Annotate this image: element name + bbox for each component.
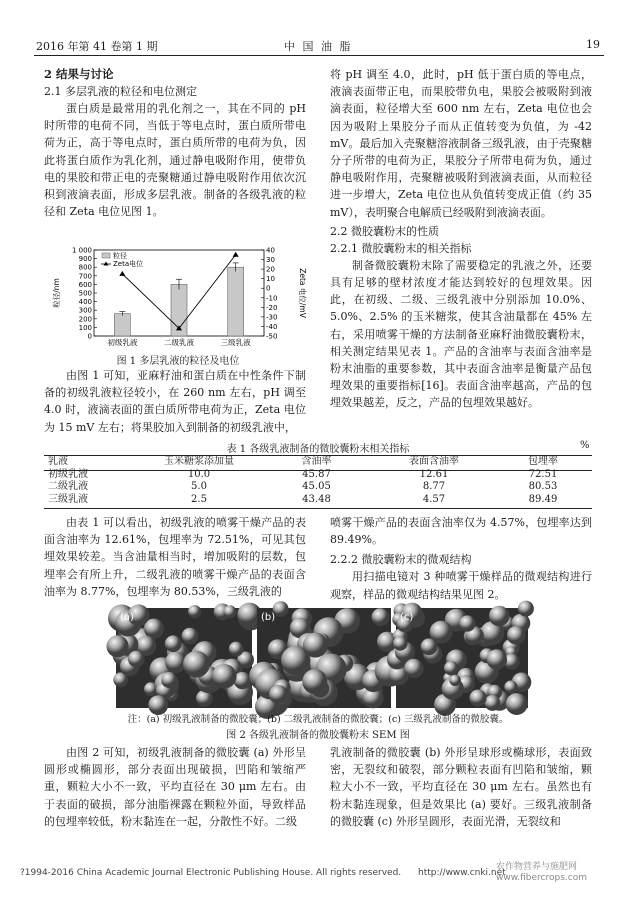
bottom-right-column [330,744,592,830]
microcapsule-particle [223,605,236,618]
table-cell: 45.05 [302,481,331,493]
table-cell: 72.51 [528,468,558,480]
y-tick-label: 700 [78,272,92,281]
panel-label: (a) [120,612,134,623]
microcapsule-particle [183,651,210,678]
figure2-note: 注：(a) 初级乳液制备的微胶囊；(b) 二级乳液制备的微胶囊；(c) 三级乳液制备的微胶囊。 [127,714,509,725]
microcapsule-particle [518,601,534,617]
bottom-left-column [44,744,306,830]
table-cell: 三级乳液 [48,493,88,505]
table-cell: 10.0 [187,468,211,480]
table-row [44,494,592,507]
table-cell: 80.53 [528,481,558,493]
microcapsule-particle [449,675,460,686]
y-tick-label: 200 [78,315,92,324]
microcapsule-particle [182,628,199,645]
microcapsule-particle [489,606,510,627]
y2-tick-label: -20 [266,303,278,312]
microcapsule-particle [487,649,507,669]
y2-axis-label: Zeta 电位/mV [298,268,307,318]
mid-right-column [330,514,592,603]
table-cell: 8.77 [422,481,446,493]
legend-line-marker [104,262,109,266]
y-tick-label: 1 000 [71,246,92,255]
legend-bar-label: 粒径 [113,252,127,260]
microcapsule-particle [444,661,458,675]
panel-label: (b) [261,612,276,623]
y-tick-label: 400 [78,298,92,307]
table-cell: 5.0 [191,481,207,493]
figure1-chart [50,244,306,352]
table1 [44,456,592,506]
table-cell: 43.48 [302,493,331,505]
page-number: 19 [586,38,600,51]
microcapsule-particle [421,638,438,655]
zeta-point [119,271,125,276]
table-header-cell: 含油率 [301,456,332,467]
sem-texture [257,608,391,708]
y2-tick-label: -40 [266,322,278,331]
subsubsection-title: 2.2.2 微胶囊粉末的微观结构 [330,553,472,567]
table1-caption: 表 1 各级乳液制备的微胶囊粉末相关指标 [226,444,410,455]
y-tick-label: 300 [78,306,92,315]
table-header-cell: 包埋率 [528,456,558,467]
microcapsule-particle [504,681,517,694]
microcapsule-particle [404,659,424,679]
microcapsule-particle [269,685,288,704]
sem-texture [396,608,528,708]
microcapsule-particle [372,608,390,626]
microcapsule-particle [302,669,327,694]
header-rule [34,55,604,56]
right-column-top [330,66,592,412]
paragraph: 由图 1 可知，亚麻籽油和蛋白质在中性条件下制备的初级乳液粒径较小，在 260 nm 左右，pH 调至 4.0 时，液滴表面的蛋白质所带电荷为正，Zeta 电位为 15 mV 左右；将果胶加入到制备的初级乳液中， [44,369,306,434]
paragraph: 由表 1 可以看出，初级乳液的喷雾干燥产品的表面含油率为 12.61%，包埋率为 72.51%，可见其包埋效果较差。当含油量相当时，增加吸附的层数，包埋率会有所上升，二级乳液的喷雾干燥产品的表面含油率为 8.77%，包埋率为 80.53%，三级乳液的 [44,516,306,598]
y2-tick-label: 30 [266,256,275,265]
microcapsule-particle [507,626,526,645]
sem-image-c [396,608,528,708]
microcapsule-particle [469,690,486,707]
table-cell: 12.61 [419,468,449,480]
table-row [44,481,592,494]
copyright-notice: ?1994-2016 China Academic Journal Electronic Publishing House. All rights reserved. [20,868,402,878]
paragraph: 喷雾干燥产品的表面含油率仅为 4.57%，包埋率达到 89.49%。 [330,516,592,547]
microcapsule-particle [393,636,408,651]
x-tick-label: 初级乳液 [107,338,138,347]
table-header-cell: 表面含油率 [409,456,459,467]
mid-left-column [44,514,306,600]
y-tick-label: 500 [78,289,92,298]
table-header-row [44,456,592,469]
zeta-point [233,252,239,257]
y-tick-label: 100 [78,323,92,332]
y-tick-label: 900 [78,255,92,264]
sem-image-b [257,608,391,708]
y-tick-label: 600 [78,280,92,289]
section-title: 2 结果与讨论 [44,67,114,81]
y2-tick-label: -10 [266,294,278,303]
figure1-caption: 图 1 多层乳液的粒径及电位 [116,356,240,367]
y2-tick-label: 10 [266,275,275,284]
bar [228,267,244,336]
legend-line-label: Zeta电位 [113,260,144,268]
journal-title: 中 国 油 脂 [284,40,353,53]
x-tick-label: 二级乳液 [164,338,194,347]
microcapsule-particle [459,615,475,631]
table-cell: 初级乳液 [48,468,88,480]
microcapsule-particle [107,635,129,657]
table-header-cell: 乳液 [48,456,68,467]
microcapsule-particle [229,642,244,657]
bar [114,314,130,336]
y-axis-label: 粒径/nm [52,278,61,308]
table-cell: 89.49 [528,493,558,505]
table-cell: 4.57 [422,493,446,505]
paragraph: 乳液制备的微胶囊 (b) 外形呈球形或椭球形，表面致密，无裂纹和破裂，部分颗粒表面有凹陷和皱缩，颗粒大小不一致，平均直径在 30 μm 左右。虽然也有粉末黏连现象，但是效果比 (a) 要好。三级乳液制备的微胶囊 (c) 外形呈圆形，表面光滑，无裂纹和 [330,746,592,828]
paragraph: 用扫描电镜对 3 种喷雾干燥样品的微观结构进行观察，样品的微观结构结果见图 2。 [330,570,592,601]
paragraph: 由图 2 可知，初级乳液制备的微胶囊 (a) 外形呈圆形或椭圆形，部分表面出现破损，凹陷和皱缩严重，颗粒大小不一致，平均直径在 30 μm 左右。由于表面的破损，部分油脂裸露在颗粒外面，导致样品的包埋率较低，粉末黏连在一起，分散性不好。二级 [44,746,306,828]
microcapsule-particle [128,651,145,668]
subsubsection-title: 2.2.1 微胶囊粉末的相关指标 [330,241,472,255]
y2-tick-label: 0 [266,284,271,293]
table-cell: 二级乳液 [48,481,88,493]
microcapsule-particle [165,635,182,652]
microcapsule-particle [484,695,500,711]
y2-tick-label: -50 [266,332,278,341]
watermark: 农作物营养与施肥网 www.fibercrops.com [496,862,587,883]
microcapsule-particle [212,664,237,689]
journal-issue: 2016 年第 41 卷第 1 期 [36,40,158,53]
subsection-title: 2.2 微胶囊粉末的性质 [330,224,439,238]
y2-tick-label: -30 [266,313,278,322]
y2-tick-label: 20 [266,265,275,274]
table-cell: 2.5 [191,493,207,505]
sem-image-a [116,608,252,708]
panel-label: (c) [400,612,414,623]
table-header-cell: 玉米糖浆添加量 [164,456,234,467]
figure2-caption: 图 2 各级乳液制备的微胶囊粉末 SEM 图 [226,730,410,741]
table1-unit: % [580,440,590,451]
paragraph: 制备微胶囊粉末除了需要稳定的乳液之外，还要具有足够的壁材浓度才能达到较好的包埋效果。因此，在初级、二级、三级乳液中分别添加 10.0%、5.0%、2.5% 的玉米糖浆，使其含油量都在 45% 左右，采用喷雾干燥的方法制备亚麻籽油微胶囊粉末，相关测定结果见表 1。产品的含油率与表面含油率是粉末油脂的重要参数，其中表面含油率是衡量产品包埋效果的重要指标[16]。表面含油率越高，产品的包埋效果越差，反之，产品的包埋效果越好。 [330,258,592,410]
left-column-top [44,66,306,220]
y2-tick-label: 40 [266,246,275,255]
y-tick-label: 0 [87,332,92,341]
footer-url[interactable]: http://www.cnki.net [418,868,506,878]
paragraph: 将 pH 调至 4.0，此时，pH 低于蛋白质的等电点，液滴表面带正电，而果胶带负电，果胶会被吸附到液滴表面，粒径增大至 600 nm 左右，Zeta 电位也会因为吸附上果胶分子而从正值转变为负值，为 -42 mV。最后加入壳聚糖溶液制备三级乳液，由于壳聚糖分子所带的电荷为正，果胶分子所带电荷为负，通过静电吸附作用，壳聚糖被吸附到液滴表面，从而粒径进一步增大，Zeta 电位也从负值转变成正值（约 35 mV），表明聚合电解质已经吸附到液滴表面。 [330,68,592,219]
microcapsule-particle [161,672,177,688]
microcapsule-particle [303,633,328,658]
left-column-bottom [44,367,306,436]
table-bottom-rule [44,508,592,509]
subsection-title: 2.1 多层乳液的粒径和电位测定 [44,85,197,98]
y-tick-label: 800 [78,263,92,272]
table-cell: 45.87 [302,468,331,480]
paragraph: 蛋白质是最常用的乳化剂之一，其在不同的 pH 时所带的电荷不同，当低于等电点时，蛋白质所带电荷为正，高于等电点时，蛋白质所带的电荷为负，因此将蛋白质作为乳化剂，通过静电吸附作用，使带负电的果胶和带正电的壳聚糖通过静电吸附作用依次沉积到液滴表面，形成多层乳液。制备的各级乳液的粒径和 Zeta 电位见图 1。 [44,102,306,219]
microcapsule-particle [188,605,201,618]
table-header-rule [44,470,592,471]
legend-bar-swatch [102,253,110,258]
x-tick-label: 三级乳液 [220,338,251,347]
sem-texture [116,608,252,708]
